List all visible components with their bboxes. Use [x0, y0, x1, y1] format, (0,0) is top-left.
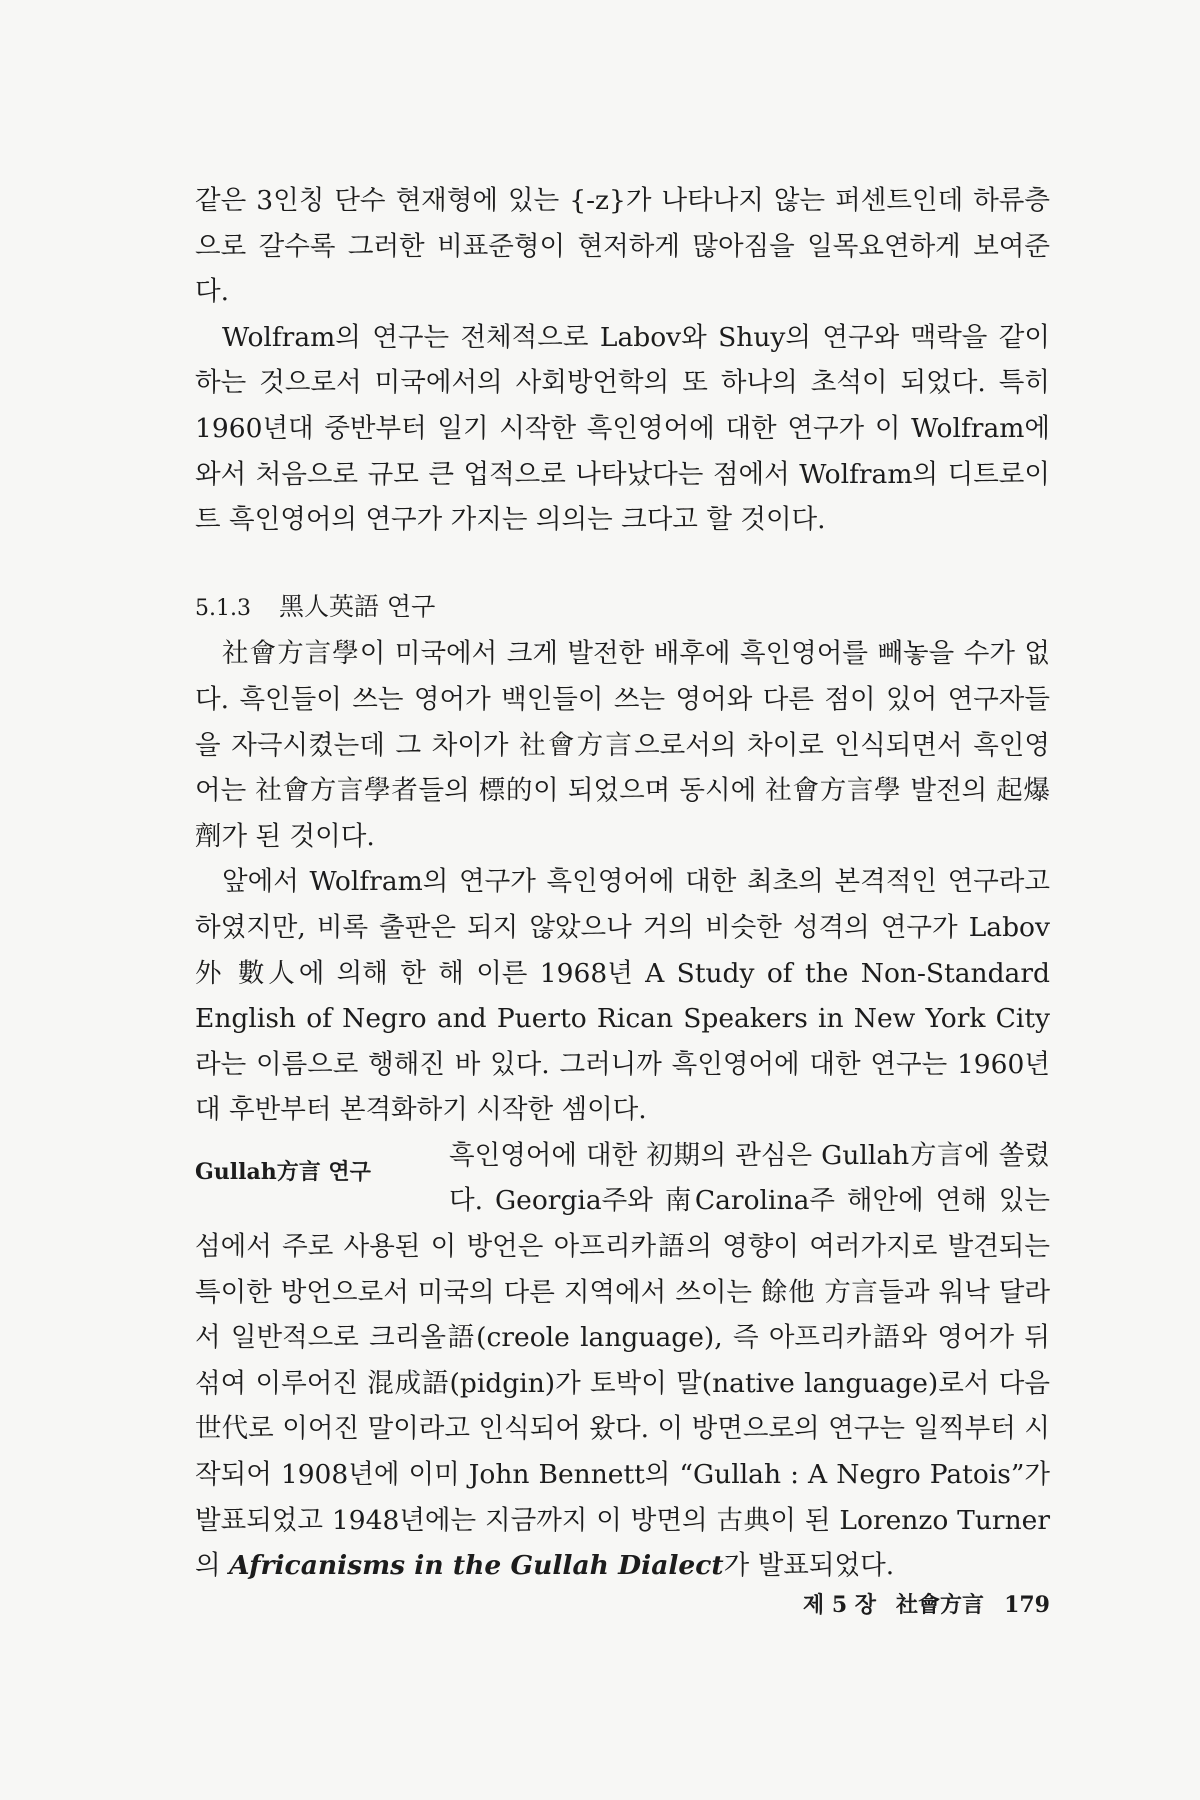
section-heading — [195, 584, 1050, 632]
section-number: 5.1.3 — [195, 595, 251, 621]
paragraph-continuation: 같은 3인칭 단수 현재형에 있는 {-z}가 나타나지 않는 퍼센트인데 하류층으로 갈수록 그러한 비표준형이 현저하게 많아짐을 일목요연하게 보여준다. — [195, 185, 1050, 308]
paragraph-labov-study: 앞에서 Wolfram의 연구가 흑인영어에 대한 최초의 본격적인 연구라고 하였지만, 비록 출판은 되지 않았으나 거의 비슷한 성격의 연구가 Labov外 數人에 의해 한 해 이른 1968년 A Study of the Non-Standard English of Negro and Puerto Rican Speakers in New York City라는 이름으로 행해진 바 있다. 그러니까 흑인영어에 대한 연구는 1960년대 후반부터 본격화하기 시작한 셈이다. — [195, 866, 1050, 1126]
footer-title: 社會方言 — [896, 1592, 985, 1618]
paragraph-gullah-end: 가 발표되었다. — [723, 1550, 895, 1582]
page-body — [195, 178, 1050, 1589]
paragraph-gullah-text: 흑인영어에 대한 初期의 관심은 Gullah方言에 쏠렸다. Georgia주와 南Carolina주 해안에 연해 있는 섬에서 주로 사용된 이 방언은 아프리카語의 영향이 여러가지로 발견되는 특이한 방언으로서 미국의 다른 지역에서 쓰이는 餘他 方言들과 워낙 달라서 일반적으로 크리올語(creole language), 즉 아프리카語와 영어가 뒤섞여 이루어진 混成語(pidgin)가 토박이 말(native language)로서 다음 世代로 이어진 말이라고 인식되어 왔다. 이 방면으로의 연구는 일찍부터 시작되어 1908년에 이미 John Bennett의 “Gullah : A Negro Patois”가 발표되었고 1948년에는 지금까지 이 방면의 古典이 된 Lorenzo Turner의 — [195, 1139, 1050, 1582]
footer-chapter: 제 5 장 — [802, 1592, 877, 1618]
paragraph-sociolinguistics: 社會方言學이 미국에서 크게 발전한 배후에 흑인영어를 빼놓을 수가 없다. 흑인들이 쓰는 영어가 백인들이 쓰는 영어와 다른 점이 있어 연구자들을 자극시켰는데 그 차이가 社會方言으로서의 차이로 인식되면서 흑인영어는 社會方言學者들의 標的이 되었으며 동시에 社會方言學 발전의 起爆劑가 된 것이다. — [195, 638, 1050, 852]
paragraph-wolfram: Wolfram의 연구는 전체적으로 Labov와 Shuy의 연구와 맥락을 같이하는 것으로서 미국에서의 사회방언학의 또 하나의 초석이 되었다. 특히 1960년대 중반부터 일기 시작한 흑인영어에 대한 연구가 이 Wolfram에 와서 처음으로 규모 큰 업적으로 나타났다는 점에서 Wolfram의 디트로이트 흑인영어의 연구가 가지는 의의는 크다고 할 것이다. — [195, 321, 1050, 536]
side-heading-gullah: Gullah方言 연구 — [195, 1158, 371, 1185]
section-title: 黑人英語 연구 — [278, 591, 436, 621]
page-number: 179 — [1004, 1592, 1050, 1618]
page-footer — [195, 1588, 1050, 1619]
gullah-section — [195, 1133, 1050, 1589]
paragraph-gullah — [195, 1133, 1050, 1589]
book-title: Africanisms in the Gullah Dialect — [229, 1550, 724, 1582]
